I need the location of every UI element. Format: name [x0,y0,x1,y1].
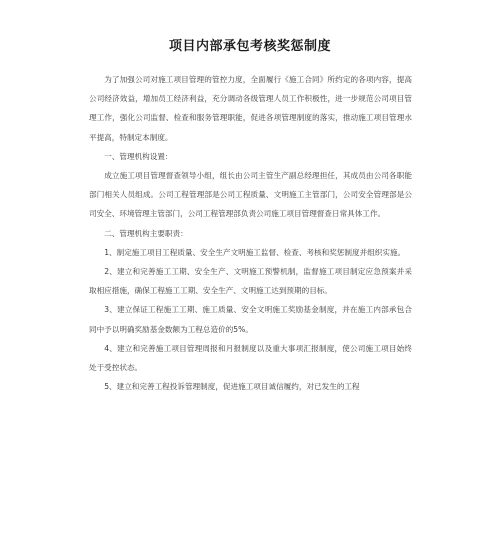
document-body [89,70,412,396]
structure-paragraph: 成立施工项目管理督查领导小组，组长由公司主管生产副总经理担任，其成员由公司各职能部门相关人员组成。公司工程管理部是公司工程质量、文明施工主管部门，公司安全管理部是公司安全、环境管理主管部门，公司工程管理部负责公司施工项目管理督查日常具体工作。 [89,171,412,219]
duty-item: 5、建立和完善工程投诉管理制度，促进施工项目诚信履约，对已发生的工程 [104,382,360,392]
page-title: 项目内部承包考核奖惩制度 [168,39,331,54]
duty-item: 4、建立和完善施工项目管理周报和月报制度以及重大事项汇报制度，使公司施工项目始终处于受控状态。 [89,343,412,373]
section-heading-duties: 二、管理机构主要职责： [104,228,188,238]
intro-paragraph: 为了加强公司对施工项目管理的管控力度，全面履行《施工合同》所约定的各项内容，提高公司经济效益，增加员工经济利益，充分调动各级管理人员工作积极性，进一步规范公司项目管理工作，强化公司监督、检查和服务管理职能，促进各项管理制度的落实，推动施工项目管理水平提高，特制定本制度。 [89,75,412,142]
section-heading-structure: 一、管理机构设置： [104,151,173,161]
duty-item: 2、建立和完善施工工期、安全生产、文明施工预警机制，监督施工项目制定应急预案并采取相应措施，确保工程施工工期、安全生产、文明施工达到预期的目标。 [89,267,412,296]
duty-item: 3、建立保证工程施工工期、施工质量、安全文明施工奖励基金制度，并在施工内部承包合同中予以明确奖励基金数额为工程总造价的5%。 [89,305,412,334]
duty-item: 1、制定施工项目工程质量、安全生产文明施工监督、检查、考核和奖惩制度并组织实施。 [104,247,406,257]
